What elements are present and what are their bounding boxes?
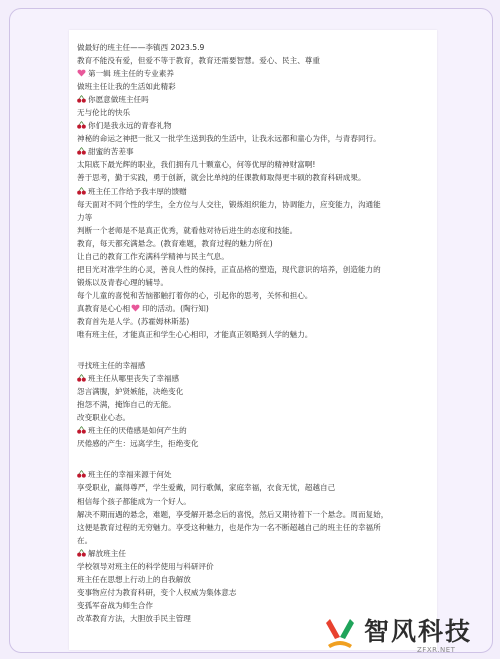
text-line bbox=[77, 315, 427, 328]
text-line bbox=[77, 54, 427, 67]
line-text: 班主任的厌倦感是如何产生的 bbox=[88, 426, 187, 436]
line-text: 甜蜜的苦差事 bbox=[88, 147, 134, 157]
heart-icon bbox=[77, 69, 86, 77]
text-line bbox=[77, 80, 427, 93]
cherry-icon bbox=[77, 121, 86, 129]
line-text: 改变职业心态。 bbox=[77, 413, 131, 423]
line-text: 抱怨不满，掩饰自己的无能。 bbox=[77, 400, 176, 410]
line-text: 相信每个孩子都能成为一个好人。 bbox=[77, 496, 191, 506]
text-line bbox=[77, 289, 427, 302]
heart-icon bbox=[131, 304, 140, 312]
line-text: 无与伦比的快乐 bbox=[77, 108, 131, 118]
cherry-icon bbox=[77, 187, 86, 195]
text-line bbox=[77, 211, 427, 224]
text-line bbox=[77, 41, 427, 54]
line-text: 班主任在思想上行动上的自我解放 bbox=[77, 574, 191, 584]
cherry-icon bbox=[77, 95, 86, 103]
text-line bbox=[77, 521, 427, 534]
text-line bbox=[77, 171, 427, 184]
document-content bbox=[77, 41, 427, 625]
text-line bbox=[77, 263, 427, 276]
section-heading bbox=[77, 547, 427, 560]
line-text-part: 印的活动。(陶行知) bbox=[142, 303, 209, 313]
line-text: 厌倦感的产生：远离学生，拒绝变化 bbox=[77, 439, 199, 449]
line-text: 教育不能没有爱，但爱不等于教育，教育还需要智慧。爱心、民主、尊重 bbox=[77, 56, 320, 66]
line-text: 你愿意做班主任吗 bbox=[88, 95, 149, 105]
line-text: 教育，每天都充满悬念。(教育难题，教育过程的魅力所在) bbox=[77, 238, 273, 248]
section-heading bbox=[77, 424, 427, 437]
line-text: 神秘的命运之神把一批又一批学生送到我的生活中，让我永远都和童心为伴，与青春同行。 bbox=[77, 134, 381, 144]
text-line bbox=[77, 302, 427, 315]
text-line bbox=[77, 437, 427, 450]
text-line bbox=[77, 328, 427, 341]
text-line bbox=[77, 237, 427, 250]
text-line bbox=[77, 198, 427, 211]
section-heading bbox=[77, 119, 427, 132]
text-line bbox=[77, 495, 427, 508]
text-line bbox=[77, 224, 427, 237]
text-line bbox=[77, 481, 427, 494]
line-text: 每个儿童的喜悦和苦恼都触打着你的心，引起你的思考，关怀和担心。 bbox=[77, 290, 313, 300]
line-text: 这便是教育过程的无穷魅力。享受这种魅力，也是作为一名不断超越自己的班主任的幸福所 bbox=[77, 522, 381, 532]
line-text: 班主任从哪里丧失了幸福感 bbox=[88, 374, 180, 384]
text-line bbox=[77, 106, 427, 119]
text-line bbox=[77, 385, 427, 398]
line-text: 变孤军奋战为师生合作 bbox=[77, 600, 153, 610]
text-line bbox=[77, 573, 427, 586]
text-line bbox=[77, 158, 427, 171]
text-line bbox=[77, 250, 427, 263]
line-text: 唯有班主任，才能真正和学生心心相印，才能真正领略到人学的魅力。 bbox=[77, 330, 313, 340]
line-text: 改革教育方法，大胆放手民主管理 bbox=[77, 613, 191, 623]
text-line bbox=[77, 586, 427, 599]
line-text: 怨言满腹，妒贤嫉能，决绝变化 bbox=[77, 387, 184, 397]
cherry-icon bbox=[77, 549, 86, 557]
line-text: 善于思考，勤于实践，勇于创新，就会比单纯的任课教师取得更丰硕的教育科研成果。 bbox=[77, 173, 366, 183]
line-text: 做班主任让我的生活如此精彩 bbox=[77, 82, 176, 92]
document-page bbox=[69, 30, 437, 650]
cherry-icon bbox=[77, 147, 86, 155]
text-line bbox=[77, 599, 427, 612]
line-text: 班主任工作给予我丰厚的馈赠 bbox=[88, 186, 187, 196]
line-text: 学校领导对班主任的科学使用与科研评价 bbox=[77, 561, 214, 571]
line-text: 判断一个老师是不是真正优秀，就看他对待后进生的态度和技能。 bbox=[77, 225, 298, 235]
line-text-part: 真教育是心心相 bbox=[77, 303, 131, 313]
line-text: 班主任的幸福来源于何处 bbox=[88, 470, 172, 480]
section-heading bbox=[77, 145, 427, 158]
logo-mark-icon bbox=[322, 617, 358, 651]
line-text: 寻找班主任的幸福感 bbox=[77, 361, 146, 371]
cherry-icon bbox=[77, 374, 86, 382]
logo-text: 智风科技 bbox=[364, 617, 473, 646]
line-text: 把目光对准学生的心灵，善良人性的保持，正直品格的塑造，现代意识的培养，创造能力的 bbox=[77, 264, 381, 274]
line-text: 锻炼以及青春心理的辅导。 bbox=[77, 277, 169, 287]
section-heading bbox=[77, 67, 427, 80]
line-text: 第一辑 班主任的专业素养 bbox=[88, 69, 174, 79]
line-text: 享受职业，赢得尊严，学生爱戴，同行歌佩，家庭幸福，衣食无忧，超越自己 bbox=[77, 483, 336, 493]
text-line bbox=[77, 132, 427, 145]
paragraph-gap bbox=[77, 341, 427, 359]
line-text: 太阳底下最光辉的职业，我们拥有几十颗童心，何等优厚的精神财富啊! bbox=[77, 160, 316, 170]
section-heading bbox=[77, 93, 427, 106]
watermark-logo bbox=[322, 613, 492, 657]
section-heading bbox=[77, 185, 427, 198]
line-text: 教育首先是人学。(苏霍姆林斯基) bbox=[77, 316, 190, 326]
line-text: 力等 bbox=[77, 212, 93, 222]
line-text: 变事物应付为教育科研，变个人权威为集体意志 bbox=[77, 587, 237, 597]
section-heading bbox=[77, 468, 427, 481]
text-line bbox=[77, 560, 427, 573]
text-line bbox=[77, 398, 427, 411]
cherry-icon bbox=[77, 470, 86, 478]
text-line bbox=[77, 508, 427, 521]
line-text: 在。 bbox=[77, 535, 93, 545]
line-text: 解决不期而遇的悬念，难题，享受解开悬念后的喜悦，然后又期待着下一个悬念。周而复始， bbox=[77, 509, 389, 519]
line-text: 解放班主任 bbox=[88, 548, 126, 558]
text-line bbox=[77, 534, 427, 547]
text-line bbox=[77, 359, 427, 372]
line-text: 你们是我永远的青春礼物 bbox=[88, 121, 172, 131]
text-line bbox=[77, 411, 427, 424]
text-line bbox=[77, 276, 427, 289]
line-text: 让自己的教育工作充满科学精神与民主气息。 bbox=[77, 251, 229, 261]
logo-url: ZFXR.NET bbox=[417, 646, 456, 654]
cherry-icon bbox=[77, 426, 86, 434]
paragraph-gap bbox=[77, 450, 427, 468]
line-text: 做最好的班主任——李镇西 2023.5.9 bbox=[77, 43, 205, 52]
line-text: 每天面对不同个性的学生，全方位与人交往，锻炼组织能力，协调能力，应变能力，沟通能 bbox=[77, 199, 381, 209]
section-heading bbox=[77, 372, 427, 385]
